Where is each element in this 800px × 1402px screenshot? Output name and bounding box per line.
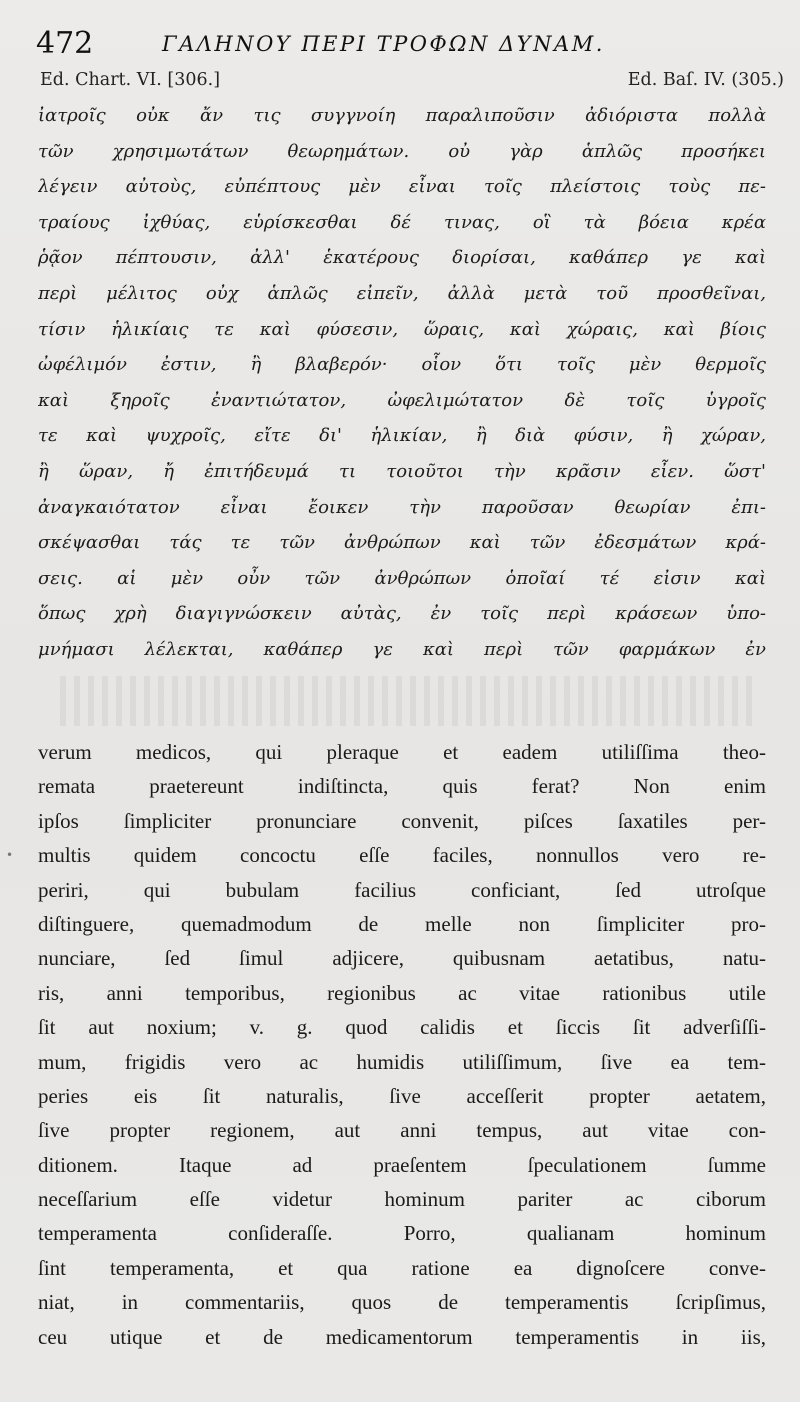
edition-basel: Ed. Baſ. IV. (305.)	[627, 70, 784, 90]
latin-line: temperamenta conſideraſſe. Porro, qualianam hominum	[38, 1221, 766, 1246]
greek-line: σεις. αἱ μὲν οὖν τῶν ἀνθρώπων ὁποῖαί τέ εἰσιν καὶ	[38, 567, 766, 589]
show-through-texture	[60, 676, 760, 726]
edition-chartier: Ed. Chart. VI. [306.]	[40, 70, 221, 90]
latin-line: ſint temperamenta, et qua ratione ea dignoſcere conve-	[38, 1255, 766, 1280]
latin-line: peries eis ſit naturalis, ſive acceſſerit propter aetatem,	[38, 1083, 766, 1108]
greek-line: ἀναγκαιότατον εἶναι ἔοικεν τὴν παροῦσαν θεωρίαν ἐπι-	[38, 496, 766, 518]
greek-line: ὠφέλιμόν ἐστιν, ἢ βλαβερόν· οἷον ὅτι τοῖς μὲν θερμοῖς	[38, 354, 766, 376]
edition-references	[40, 66, 784, 94]
latin-line: ris, anni temporibus, regionibus ac vitae rationibus utile	[38, 980, 766, 1005]
greek-line: τῶν χρησιμωτάτων θεωρημάτων. οὐ γὰρ ἁπλῶς προσήκει	[38, 140, 766, 162]
latin-text-block	[38, 735, 766, 1354]
greek-line: τε καὶ ψυχροῖς, εἴτε δι' ἡλικίαν, ἢ διὰ φύσιν, ἢ χώραν,	[38, 425, 766, 447]
latin-line: remata praetereunt indiſtincta, quis ferat? Non enim	[38, 774, 766, 799]
latin-line: nunciare, ſed ſimul adjicere, quibusnam aetatibus, natu-	[38, 946, 766, 971]
greek-line: ἰατροῖς οὐκ ἄν τις συγγνοίη παραλιποῦσιν ἀδιόριστα πολλὰ	[38, 105, 766, 126]
greek-line: ὅπως χρὴ διαγιγνώσκειν αὐτὰς, ἐν τοῖς περὶ κράσεων ὑπο-	[38, 603, 766, 625]
greek-line: περὶ μέλιτος οὐχ ἁπλῶς εἰπεῖν, ἀλλὰ μετὰ τοῦ προσθεῖναι,	[38, 282, 766, 304]
latin-line: ſive propter regionem, aut anni tempus, aut vitae con-	[38, 1118, 766, 1143]
latin-line: ceu utique et de medicamentorum temperamentis in iis,	[38, 1324, 766, 1349]
latin-line: ſit aut noxium; v. g. quod calidis et ſiccis ſit adverſiſſi-	[38, 1015, 766, 1040]
greek-line: ῥᾷον πέπτουσιν, ἀλλ' ἑκατέρους διορίσαι, καθάπερ γε καὶ	[38, 247, 766, 269]
latin-line: verum medicos, qui pleraque et eadem utiliſſima theo-	[38, 740, 766, 764]
latin-line: niat, in commentariis, quos de temperamentis ſcripſimus,	[38, 1290, 766, 1315]
greek-line: ἢ ὥραν, ἤ ἐπιτήδευμά τι τοιοῦτοι τὴν κρᾶσιν εἶεν. ὥστ'	[38, 460, 766, 482]
latin-line: ditionem. Itaque ad praeſentem ſpeculationem ſumme	[38, 1152, 766, 1177]
latin-line: multis quidem concoctu eſſe faciles, nonnullos vero re-	[38, 843, 766, 868]
latin-line: neceſſarium eſſe videtur hominum pariter ac ciborum	[38, 1187, 766, 1212]
greek-line: σκέψασθαι τάς τε τῶν ἀνθρώπων καὶ τῶν ἐδεσμάτων κρά-	[38, 532, 766, 554]
greek-line: λέγειν αὐτοὺς, εὐπέπτους μὲν εἶναι τοῖς πλείστοις τοὺς πε-	[38, 176, 766, 198]
latin-line: diſtinguere, quemadmodum de melle non ſimpliciter pro-	[38, 911, 766, 936]
greek-line: τραίους ἰχθύας, εὑρίσκεσθαι δέ τινας, οἳ τὰ βόεια κρέα	[38, 211, 766, 233]
greek-line: καὶ ξηροῖς ἐναντιώτατον, ὠφελιμώτατον δὲ τοῖς ὑγροῖς	[38, 389, 766, 411]
greek-line: μνήμασι λέλεκται, καθάπερ γε καὶ περὶ τῶν φαρμάκων ἐν	[38, 638, 766, 660]
latin-line: ipſos ſimpliciter pronunciare convenit, piſces ſaxatiles per-	[38, 808, 766, 833]
greek-line: τίσιν ἡλικίαις τε καὶ φύσεσιν, ὥραις, καὶ χώραις, καὶ βίοις	[38, 318, 766, 340]
running-head	[36, 24, 776, 64]
margin-mark: •	[6, 848, 14, 862]
page-number: 472	[36, 26, 94, 61]
latin-line: periri, qui bubulam facilius conficiant, ſed utroſque	[38, 877, 766, 902]
greek-text-block	[38, 98, 766, 668]
latin-line: mum, frigidis vero ac humidis utiliſſimum, ſive ea tem-	[38, 1049, 766, 1074]
running-title: ΓΑΛΗΝΟΥ ΠΕΡΙ ΤΡΟΦΩΝ ΔΥΝΑΜ.	[162, 32, 605, 56]
